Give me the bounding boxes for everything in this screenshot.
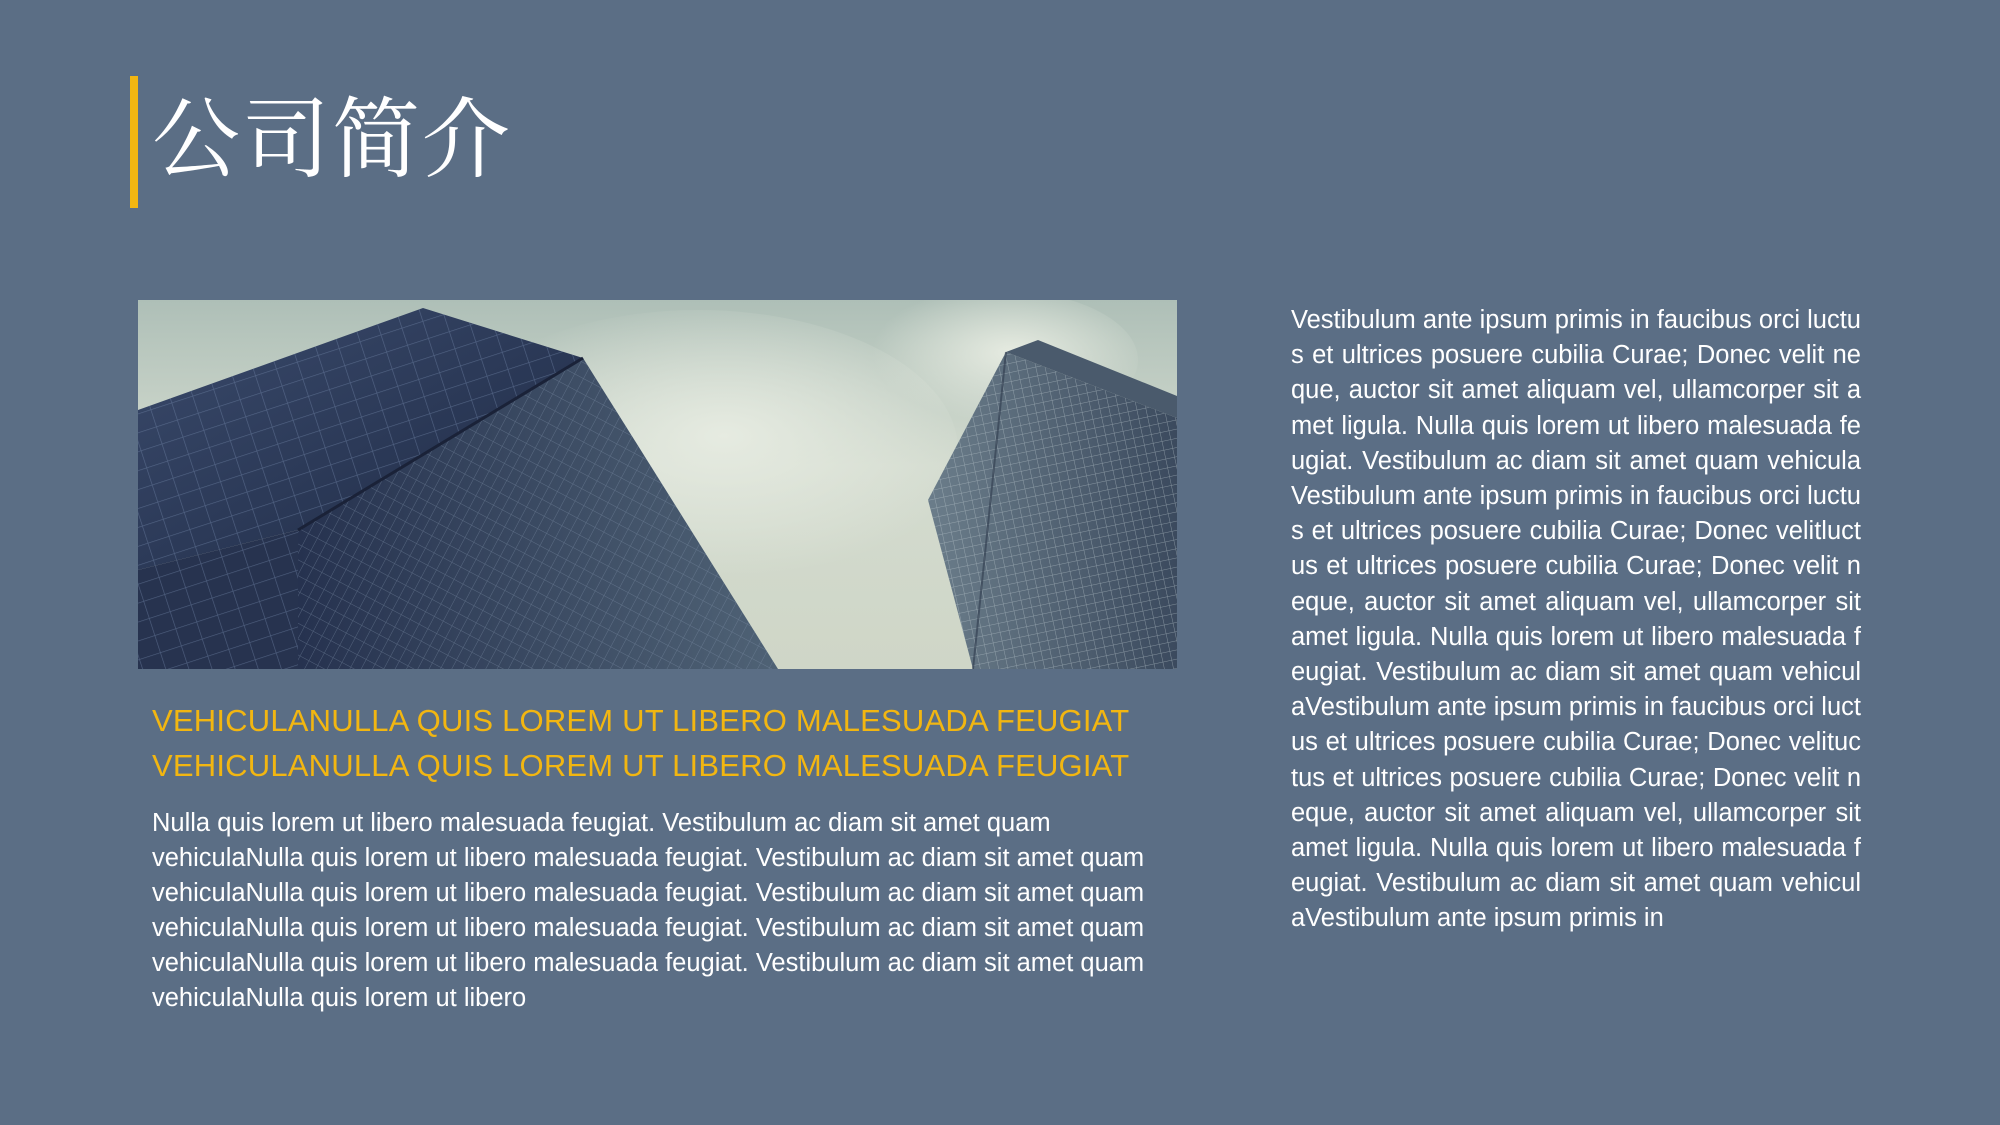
page-title: 公司简介 (152, 88, 513, 191)
right-body-text: Vestibulum ante ipsum primis in faucibus orci luctus et ultrices posuere cubilia Curae; Donec velit neque, auctor sit amet aliquam vel, ullamcorper sit amet ligula. Nulla quis lorem ut libero malesuada feugiat. Vestibulum ac diam sit amet quam vehiculaVestibulum ante ipsum primis in faucibus orci luctus et ultrices posuere cubilia Curae; Donec velitluctus et ultrices posuere cubilia Curae; Donec velit neque, auctor sit amet aliquam vel, ullamcorper sit amet ligula. Nulla quis lorem ut libero malesuada feugiat. Vestibulum ac diam sit amet quam vehiculaVestibulum ante ipsum primis in faucibus orci luctus et ultrices posuere cubilia Curae; Donec velituctus et ultrices posuere cubilia Curae; Donec velit neque, auctor sit amet aliquam vel, ullamcorper sit amet ligula. Nulla quis lorem ut libero malesuada feugiat. Vestibulum ac diam sit amet quam vehiculaVestibulum ante ipsum primis in (1291, 306, 1861, 933)
headline-line-1: VEHICULANULLA QUIS LOREM UT LIBERO MALESUADA FEUGIAT (152, 703, 1130, 738)
headline (152, 698, 1182, 788)
left-body-text: Nulla quis lorem ut libero malesuada feugiat. Vestibulum ac diam sit amet quam vehiculaNulla quis lorem ut libero malesuada feugiat. Vestibulum ac diam sit amet quam vehiculaNulla quis lorem ut libero malesuada feugiat. Vestibulum ac diam sit amet quam vehiculaNulla quis lorem ut libero malesuada feugiat. Vestibulum ac diam sit amet quam vehiculaNulla quis lorem ut libero malesuada feugiat. Vestibulum ac diam sit amet quam vehiculaNulla quis lorem ut libero (152, 809, 1145, 1012)
title-accent-bar (130, 76, 138, 208)
skyscrapers-photo (138, 300, 1177, 669)
headline-line-2: VEHICULANULLA QUIS LOREM UT LIBERO MALESUADA FEUGIAT (152, 748, 1130, 783)
